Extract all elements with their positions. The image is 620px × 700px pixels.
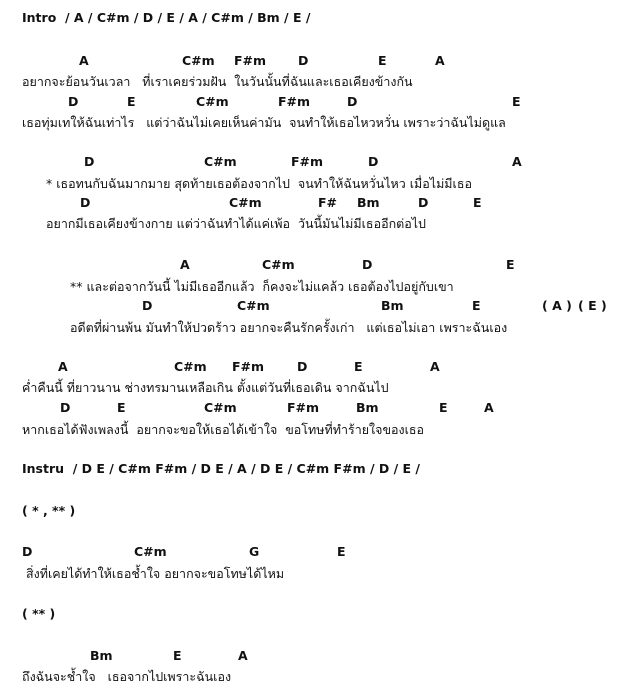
chord: D <box>142 298 153 313</box>
chord: A <box>58 359 68 374</box>
lyric-line: * เธอทนกับฉันมากมาย สุดท้ายเธอต้องจากไป จนทำให้ฉันหวั่นไหว เมื่อไม่มีเธอ <box>46 176 472 191</box>
chord: E <box>473 195 482 210</box>
lyric-line: อยากมีเธอเคียงข้างกาย แต่ว่าฉันทำได้แค่เพ้อ วันนี้มันไม่มีเธออีกต่อไป <box>46 216 426 231</box>
repeat-marker: ( ** ) <box>22 606 56 621</box>
chord: F#m <box>278 94 311 109</box>
chord: D <box>68 94 79 109</box>
intro-line: Intro / A / C#m / D / E / A / C#m / Bm / E / <box>22 10 311 25</box>
chord: ( E ) <box>578 298 607 313</box>
chord: C#m <box>229 195 262 210</box>
chord: D <box>60 400 71 415</box>
lyric-line: หากเธอได้ฟังเพลงนี้ อยากจะขอให้เธอได้เข้าใจ ขอโทษที่ทำร้ายใจของเธอ <box>22 422 425 437</box>
lyric-line: สิ่งที่เคยได้ทำให้เธอช้ำใจ อยากจะขอโทษได้ไหม <box>22 566 285 581</box>
chord: ( A ) <box>542 298 572 313</box>
repeat-marker: ( * , ** ) <box>22 503 76 518</box>
chord: C#m <box>174 359 207 374</box>
chord: E <box>512 94 521 109</box>
chord: A <box>512 154 522 169</box>
lyric-line: ** และต่อจากวันนี้ ไม่มีเธออีกแล้ว ก็คงจะไม่แคล้ว เธอต้องไปอยู่กับเขา <box>70 279 454 294</box>
chord: A <box>238 648 248 663</box>
instru-line: Instru / D E / C#m F#m / D E / A / D E / C#m F#m / D / E / <box>22 461 420 476</box>
lyric-line: อยากจะย้อนวันเวลา ที่เราเคยร่วมฝัน ในวันนั้นที่ฉันและเธอเคียงข้างกัน <box>22 74 413 89</box>
chord: D <box>22 544 33 559</box>
chord: A <box>484 400 494 415</box>
chord: F#m <box>232 359 265 374</box>
chord: D <box>362 257 373 272</box>
chord: C#m <box>204 154 237 169</box>
chord: C#m <box>262 257 295 272</box>
chord: E <box>117 400 126 415</box>
chord: E <box>354 359 363 374</box>
chord: F#m <box>287 400 320 415</box>
lyric-line: อดีตที่ผ่านพ้น มันทำให้ปวดร้าว อยากจะคืนรักครั้งเก่า แต่เธอไม่เอา เพราะฉันเอง <box>70 320 508 335</box>
chord: Bm <box>357 195 380 210</box>
chord: C#m <box>196 94 229 109</box>
chord: E <box>173 648 182 663</box>
chord: G <box>249 544 260 559</box>
chord: F#m <box>234 53 267 68</box>
chord: D <box>298 53 309 68</box>
chord: Bm <box>356 400 379 415</box>
chord: C#m <box>182 53 215 68</box>
lyric-line: ถึงฉันจะช้ำใจ เธอจากไปเพราะฉันเอง <box>22 669 232 684</box>
chord: A <box>430 359 440 374</box>
chord: C#m <box>134 544 167 559</box>
chord: D <box>297 359 308 374</box>
chord: E <box>439 400 448 415</box>
lyric-line: เธอทุ่มเทให้ฉันเท่าไร แต่ว่าฉันไม่เคยเห็นค่ามัน จนทำให้เธอไหวหวั่น เพราะว่าฉันไม่ดูแล <box>22 115 506 130</box>
chord: E <box>506 257 515 272</box>
chord: Bm <box>90 648 113 663</box>
chord: A <box>435 53 445 68</box>
chord: Bm <box>381 298 404 313</box>
chord: D <box>84 154 95 169</box>
chord: E <box>337 544 346 559</box>
chord: C#m <box>204 400 237 415</box>
chord: E <box>472 298 481 313</box>
chord: F#m <box>291 154 324 169</box>
chord: F# <box>318 195 338 210</box>
chord: A <box>180 257 190 272</box>
chord: E <box>378 53 387 68</box>
lyric-line: ค่ำคืนนี้ ที่ยาวนาน ช่างทรมานเหลือเกิน ตั้งแต่วันที่เธอเดิน จากฉันไป <box>22 380 389 395</box>
chord: D <box>418 195 429 210</box>
chord: A <box>79 53 89 68</box>
chord: D <box>347 94 358 109</box>
chord: D <box>80 195 91 210</box>
chord: E <box>127 94 136 109</box>
chord: D <box>368 154 379 169</box>
chord: C#m <box>237 298 270 313</box>
